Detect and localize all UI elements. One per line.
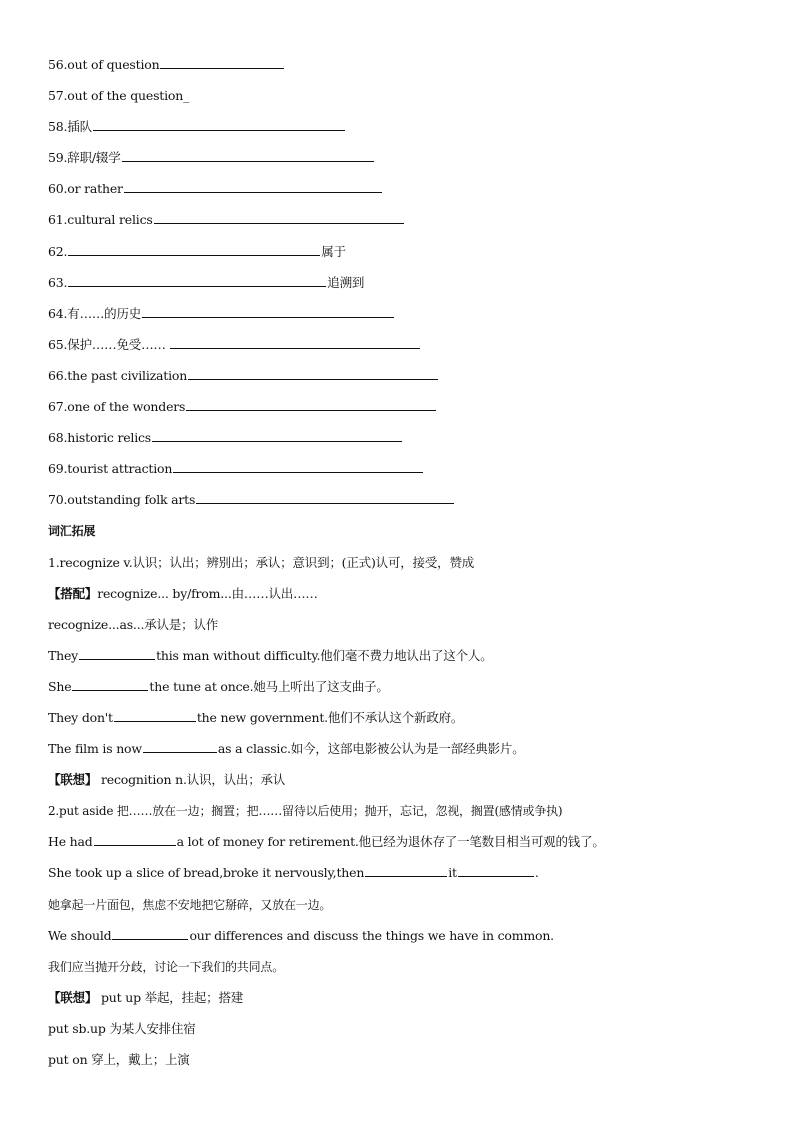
- example-sentence: The film is now as a classic.如今，这部电影被公认为是一部经典影片。: [48, 738, 748, 769]
- phrase-69: 69.tourist attraction: [48, 458, 748, 489]
- answer-blank[interactable]: [188, 365, 438, 380]
- phrase-57: 57.out of the question_: [48, 88, 190, 104]
- translation-line: 我们应当抛开分歧，讨论一下我们的共同点。: [48, 959, 285, 974]
- phrase-63: 63. 追溯到: [48, 272, 748, 303]
- phrase-66: 66.the past civilization: [48, 365, 748, 396]
- section-title: 词汇拓展: [48, 524, 96, 539]
- answer-blank[interactable]: [79, 645, 155, 660]
- phrase-59: 59.辞职/辍学: [48, 147, 748, 178]
- answer-blank[interactable]: [143, 738, 217, 753]
- collocation-tag: 【搭配】: [48, 585, 98, 601]
- answer-blank[interactable]: [93, 116, 345, 131]
- answer-blank[interactable]: [94, 831, 176, 846]
- answer-blank[interactable]: [122, 147, 374, 162]
- phrase-56: 56.out of question: [48, 54, 748, 85]
- translation-line: 她拿起一片面包，焦虑不安地把它掰碎，又放在一边。: [48, 897, 332, 912]
- answer-blank[interactable]: [112, 925, 188, 940]
- answer-blank[interactable]: [365, 862, 447, 877]
- example-sentence: He had a lot of money for retirement.他已经为退休存了一笔数目相当可观的钱了。: [48, 831, 748, 862]
- answer-blank[interactable]: [152, 427, 402, 442]
- phrase-70: 70.outstanding folk arts: [48, 489, 748, 520]
- phrase-68: 68.historic relics: [48, 427, 748, 458]
- answer-blank[interactable]: [142, 303, 394, 318]
- example-sentence: They don't the new government.他们不承认这个新政府。: [48, 707, 748, 738]
- collocation-line: 【搭配】recognize... by/from...由……认出……: [48, 585, 318, 601]
- phrase-67: 67.one of the wonders: [48, 396, 748, 427]
- answer-blank[interactable]: [160, 54, 284, 69]
- answer-blank[interactable]: [170, 334, 420, 349]
- example-sentence: She the tune at once.她马上听出了这支曲子。: [48, 676, 748, 707]
- association-line: 【联想】 put up 举起，挂起；搭建: [48, 989, 244, 1005]
- phrase-61: 61.cultural relics: [48, 209, 748, 240]
- phrase-62: 62. 属于: [48, 241, 748, 272]
- example-sentence: She took up a slice of bread,broke it nervously,then it .: [48, 862, 748, 893]
- answer-blank[interactable]: [154, 209, 404, 224]
- answer-blank[interactable]: [173, 458, 423, 473]
- association-line-3: put on 穿上，戴上；上演: [48, 1052, 190, 1067]
- vocab-item-1: 1.recognize v.认识；认出；辨别出；承认；意识到；(正式)认可，接受，赞成: [48, 554, 475, 570]
- answer-blank[interactable]: [186, 396, 436, 411]
- example-sentence: We should our differences and discuss the things we have in common.: [48, 925, 748, 956]
- answer-blank[interactable]: [114, 707, 196, 722]
- worksheet-page: [48, 54, 748, 1080]
- collocation-line-2: recognize...as...承认是；认作: [48, 616, 219, 632]
- answer-blank[interactable]: [68, 241, 320, 256]
- phrase-65: 65.保护……免受……: [48, 334, 748, 365]
- answer-blank[interactable]: [458, 862, 534, 877]
- answer-blank[interactable]: [68, 272, 326, 287]
- association-tag: 【联想】: [48, 772, 98, 788]
- association-line: 【联想】 recognition n.认识，认出；承认: [48, 772, 286, 788]
- association-tag: 【联想】: [48, 989, 98, 1005]
- vocab-item-2: 2.put aside 把……放在一边；搁置；把……留待以后使用；抛开，忘记，忽视，搁置(感情或争执): [48, 804, 563, 819]
- answer-blank[interactable]: [72, 676, 148, 691]
- phrase-64: 64.有……的历史: [48, 303, 748, 334]
- answer-blank[interactable]: [124, 178, 382, 193]
- example-sentence: They this man without difficulty.他们毫不费力地认出了这个人。: [48, 645, 748, 676]
- association-line-2: put sb.up 为某人安排住宿: [48, 1020, 196, 1036]
- phrase-60: 60.or rather: [48, 178, 748, 209]
- answer-blank[interactable]: [196, 489, 454, 504]
- phrase-58: 58.插队: [48, 116, 748, 147]
